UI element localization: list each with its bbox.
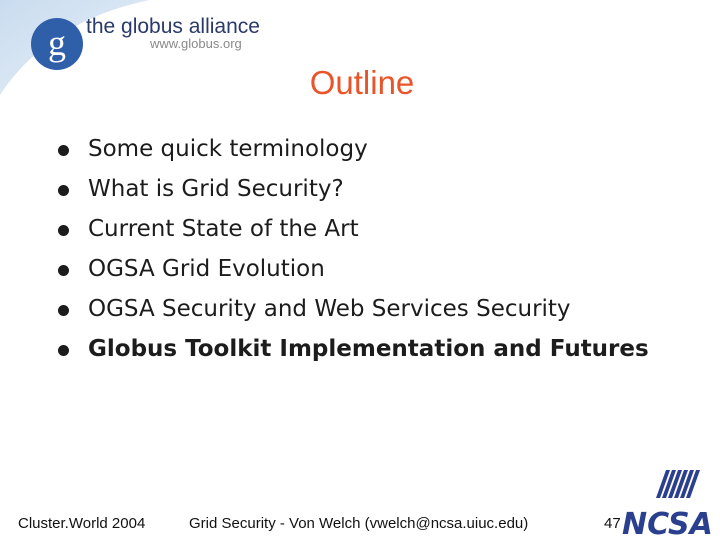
bullet-list bbox=[58, 132, 678, 372]
bullet-item: Some quick terminology bbox=[58, 132, 678, 166]
bullet-item: OGSA Grid Evolution bbox=[58, 252, 678, 286]
bullet-item: OGSA Security and Web Services Security bbox=[58, 292, 678, 326]
brand-name: the globus alliance bbox=[86, 15, 260, 38]
bullet-dot-icon bbox=[58, 145, 69, 156]
bullet-dot-icon bbox=[58, 265, 69, 276]
bullet-dot-icon bbox=[58, 305, 69, 316]
slide-title: Outline bbox=[309, 64, 415, 101]
bullet-item: What is Grid Security? bbox=[58, 172, 678, 206]
logo-letter: g bbox=[48, 23, 66, 63]
footer-conference: Cluster.World 2004 bbox=[18, 515, 146, 532]
bullet-dot-icon bbox=[58, 225, 69, 236]
bullet-item: Current State of the Art bbox=[58, 212, 678, 246]
page-number: 47 bbox=[604, 515, 621, 532]
footer-author: Grid Security - Von Welch (vwelch@ncsa.uiuc.edu) bbox=[189, 515, 529, 532]
bullet-item: Globus Toolkit Implementation and Futures bbox=[58, 332, 678, 366]
bullet-dot-icon bbox=[58, 185, 69, 196]
bullet-dot-icon bbox=[58, 345, 69, 356]
ncsa-logo-text: NCSA bbox=[622, 507, 713, 538]
brand-url: www.globus.org bbox=[150, 36, 242, 51]
ncsa-logo bbox=[620, 468, 718, 538]
